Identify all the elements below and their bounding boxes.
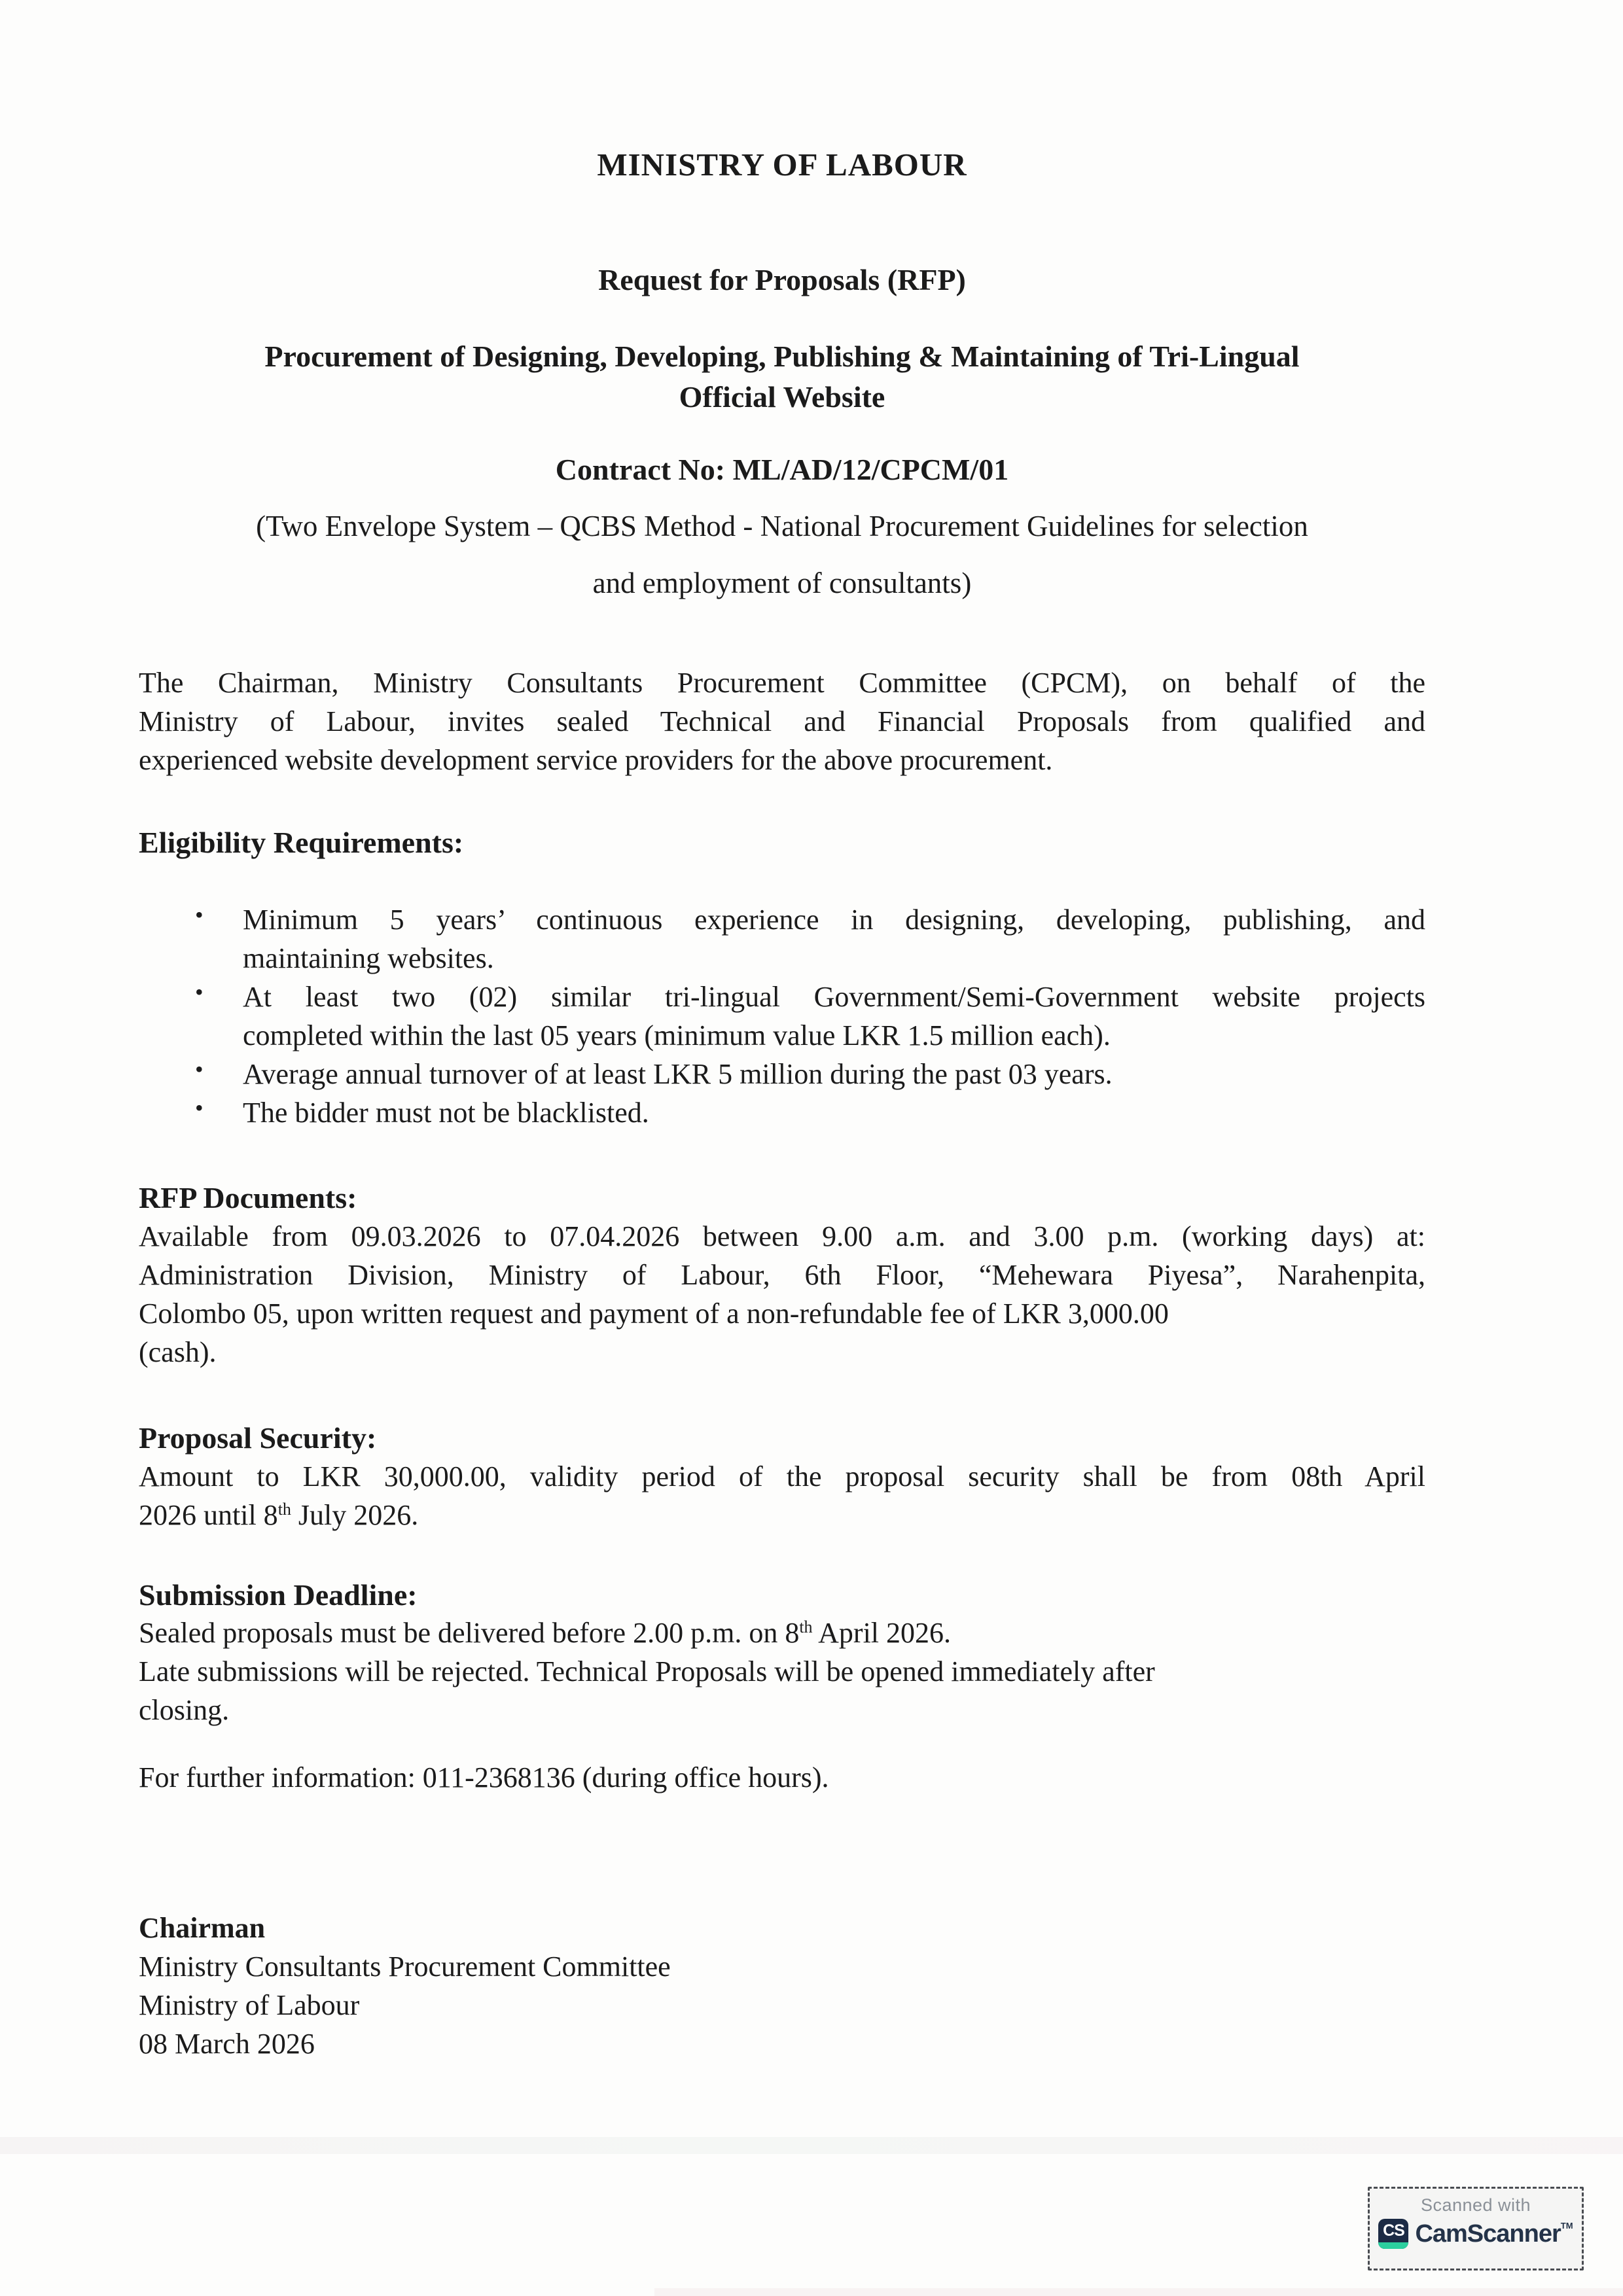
rfp-title: Request for Proposals (RFP) — [598, 263, 966, 296]
rfp-documents-line: (cash). — [139, 1336, 217, 1368]
bullet-item-3 — [139, 1055, 1425, 1093]
rfp-documents-paragraph — [139, 1217, 1425, 1371]
bullet-icon: • — [195, 979, 204, 1005]
bullet-item-4 — [139, 1093, 1425, 1132]
camscanner-watermark — [1368, 2187, 1584, 2270]
text-part: CamScanner — [1415, 2219, 1561, 2248]
bullet-icon: • — [195, 902, 204, 928]
procurement-title — [139, 336, 1425, 417]
scanned-with-label: Scanned with — [1420, 2195, 1531, 2215]
signature-date: 08 March 2026 — [139, 2028, 315, 2060]
ministry-title: MINISTRY OF LABOUR — [597, 147, 967, 183]
superscript-th: th — [799, 1617, 813, 1636]
scan-artifact-strip — [654, 2288, 1623, 2296]
submission-deadline-line-2: Late submissions will be rejected. Technical Proposals will be opened immediately after — [139, 1655, 1155, 1687]
intro-line: The Chairman, Ministry Consultants Procurement Committee (CPCM), on behalf of the — [139, 667, 1425, 699]
bullet-item-1 — [139, 900, 1425, 978]
text-part: July 2026. — [291, 1499, 419, 1531]
superscript-th: th — [277, 1500, 291, 1519]
camscanner-name — [1415, 2220, 1573, 2248]
envelope-method-line-2: and employment of consultants) — [592, 567, 972, 599]
rfp-documents-line: Administration Division, Ministry of Labour, 6th Floor, “Mehewara Piyesa”, Narahenpita, — [139, 1259, 1425, 1291]
signature-ministry: Ministry of Labour — [139, 1989, 360, 2021]
proposal-security-line-1: Amount to LKR 30,000.00, validity period of the proposal security shall be from 08th April — [139, 1460, 1425, 1492]
bullet-line: completed within the last 05 years (minimum value LKR 1.5 million each). — [243, 1019, 1111, 1051]
signature-title: Chairman — [139, 1912, 266, 1944]
rfp-documents-line: Colombo 05, upon written request and payment of a non-refundable fee of LKR 3,000.00 — [139, 1298, 1169, 1330]
bullet-line: At least two (02) similar tri-lingual Government/Semi-Government website projects — [243, 981, 1425, 1013]
rfp-documents-heading: RFP Documents: — [139, 1181, 357, 1214]
submission-deadline-heading: Submission Deadline: — [139, 1578, 418, 1612]
signature-committee: Ministry Consultants Procurement Committee — [139, 1951, 671, 1983]
text-part: April 2026. — [812, 1617, 952, 1649]
rfp-documents-line: Available from 09.03.2026 to 07.04.2026 between 9.00 a.m. and 3.00 p.m. (working days) at: — [139, 1220, 1425, 1252]
camscanner-logo-row — [1370, 2219, 1582, 2249]
submission-deadline-line-3: closing. — [139, 1694, 230, 1726]
camscanner-icon — [1378, 2219, 1408, 2249]
bullet-line: Average annual turnover of at least LKR 5 million during the past 03 years. — [243, 1058, 1113, 1090]
trademark-symbol: TM — [1560, 2220, 1573, 2231]
signature-block — [139, 1909, 1425, 2063]
intro-line: Ministry of Labour, invites sealed Technical and Financial Proposals from qualified and — [139, 705, 1425, 737]
bullet-line: maintaining websites. — [243, 942, 494, 974]
text-part: Sealed proposals must be delivered before 2.00 p.m. on 8 — [139, 1617, 800, 1649]
camscanner-icon-text: CS — [1383, 2221, 1404, 2240]
eligibility-list — [139, 900, 1425, 1132]
scan-artifact-strip — [0, 2137, 1623, 2154]
intro-paragraph — [139, 663, 1425, 779]
bullet-icon: • — [195, 1095, 204, 1121]
bullet-item-2 — [139, 978, 1425, 1055]
official-website-line: Official Website — [679, 380, 885, 414]
bullet-icon: • — [195, 1056, 204, 1082]
proposal-security-paragraph — [139, 1457, 1425, 1534]
proposal-security-line-2 — [139, 1496, 1425, 1534]
camscanner-icon-strip — [1378, 2242, 1408, 2249]
eligibility-heading: Eligibility Requirements: — [139, 826, 464, 859]
bullet-line: Minimum 5 years’ continuous experience in designing, developing, publishing, and — [243, 904, 1425, 936]
submission-deadline-line-1 — [139, 1614, 1425, 1652]
intro-line: experienced website development service providers for the above procurement. — [139, 744, 1053, 776]
procurement-title-line: Procurement of Designing, Developing, Publishing & Maintaining of Tri-Lingual — [264, 340, 1300, 373]
contract-number: Contract No: ML/AD/12/CPCM/01 — [555, 453, 1009, 486]
bullet-line: The bidder must not be blacklisted. — [243, 1097, 649, 1129]
contact-info-line: For further information: 011-2368136 (during office hours). — [139, 1761, 829, 1793]
submission-deadline-paragraph — [139, 1614, 1425, 1729]
proposal-security-heading: Proposal Security: — [139, 1421, 377, 1455]
text-part: 2026 until 8 — [139, 1499, 278, 1531]
envelope-method-line-1: (Two Envelope System – QCBS Method - National Procurement Guidelines for selection — [256, 510, 1308, 542]
